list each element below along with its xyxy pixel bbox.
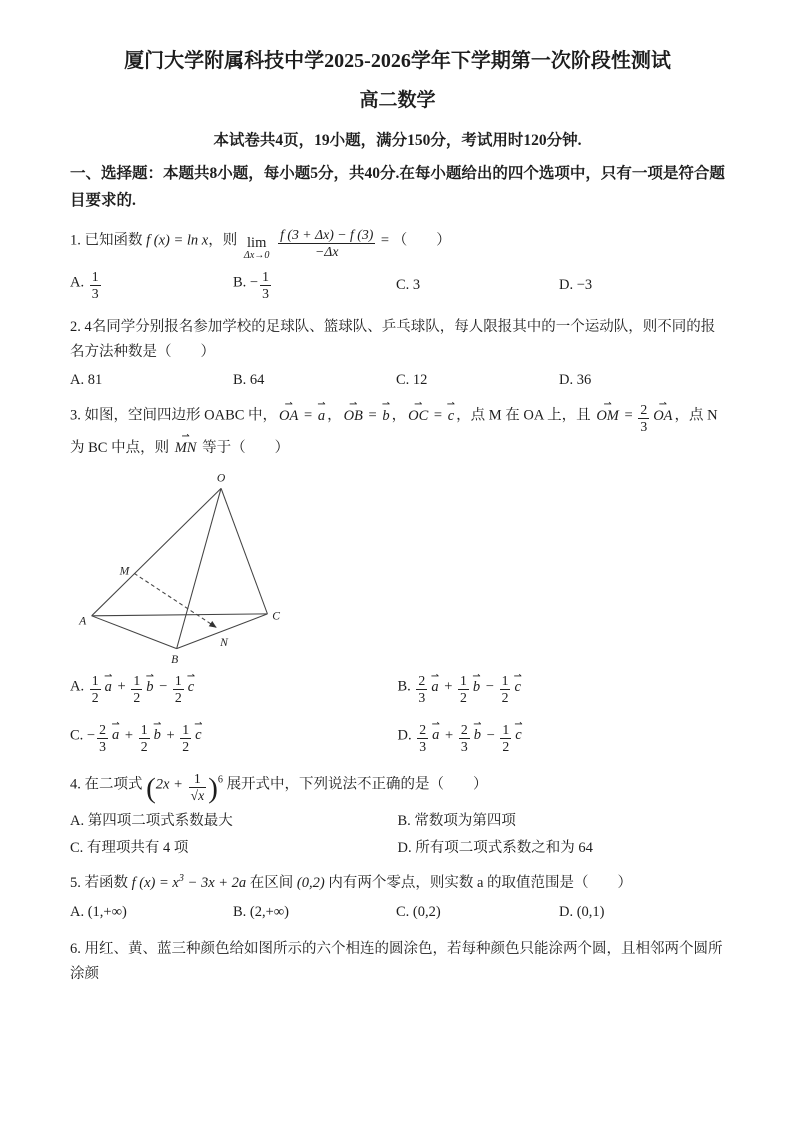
vector-c: c ⇀ [195,726,201,744]
frac-den: 2 [140,738,148,754]
option-label: C. [396,276,410,293]
sign: + [444,678,453,695]
q1-limit [244,236,270,262]
q5-option-c: C. (0,2) [396,903,441,920]
q5-options [70,904,725,921]
q3-mid2: 点 N 为 BC 中点，则 [70,407,718,457]
sign: − [486,727,495,744]
vector-a: a ⇀ [431,678,438,696]
question-4 [70,771,725,804]
question-1 [70,227,725,262]
frac-num: 1 [140,722,148,738]
vector-b: b ⇀ [146,678,153,696]
q2-options [70,372,725,389]
figure-label-O: O [216,471,226,485]
q3-option-a [70,673,398,706]
vector-OC: OC ⇀ [408,403,428,429]
figure-label-B: B [171,653,179,667]
figure-label-C: C [272,610,280,624]
vector-a: a ⇀ [318,403,325,429]
section-1-header: 一、选择题：本题共8小题，每小题5分，共40分.在每小题给出的四个选项中，只有一项是符合题目要求的. [70,165,725,210]
q3-option-b [398,673,726,706]
figure-label-N: N [220,636,228,650]
frac-den: 2 [502,738,510,754]
frac-den: 3 [640,419,648,435]
question-6 [70,937,725,988]
vector-c: c ⇀ [188,678,194,696]
frac-num: 1 [189,771,207,788]
q4-exponent: 6 [217,774,223,786]
q6-text: 6. 用红、黄、蓝三种颜色给如图所示的六个相连的圆涂色，若每种颜色只能涂两个圆，且相邻两个圆所涂颜 [70,940,723,983]
sign: + [166,727,175,744]
frac-num: 2 [460,722,468,738]
q5-function-head: f (x) = x [131,875,179,892]
question-3 [70,402,725,461]
frac-den: 3 [262,285,269,301]
q4-options-row-2 [70,836,725,857]
frac-den: 3 [99,738,106,754]
option-value: −3 [576,276,593,293]
vector-OB: OB ⇀ [344,403,363,429]
sign: − [86,727,96,744]
option-label: C. [70,727,84,744]
vector-OA: OA ⇀ [279,403,298,429]
q5-option-a: A. (1,+∞) [70,903,127,920]
frac-num: 2 [419,722,427,738]
option-label: B. [397,678,411,695]
frac-den: 2 [174,690,182,706]
q2-option-b: B. 64 [233,372,265,389]
q1-options [70,269,725,302]
vector-b: b ⇀ [474,726,481,744]
question-5 [70,870,725,896]
q3-figure [78,469,283,667]
frac-num: 1 [174,673,182,689]
q1-lead: 1. 已知函数 [70,232,143,249]
frac-den: 2 [91,690,99,706]
q1-frac-denominator: −Δx [314,244,339,260]
q2-option-c: C. 12 [396,372,428,389]
fraction [180,722,191,755]
q4-options-row-1 [70,809,725,830]
equals: = [624,407,633,424]
q4-option-b: B. 常数项为第四项 [397,813,516,830]
lim-subscript: Δx→0 [243,250,270,262]
comma: ， [327,407,342,424]
option-label: A. [70,678,85,695]
vector-b: b ⇀ [382,403,389,429]
lim-word: lim [247,235,267,252]
left-paren: ( [146,772,156,805]
vector-c: c ⇀ [515,726,521,744]
option-label: B. [233,274,247,291]
frac-den: 3 [418,690,426,706]
option-label: D. [397,727,412,744]
q5-exponent: 3 [178,873,184,885]
q4-option-c: C. 有理项共有 4 项 [70,840,189,857]
frac-den: 2 [182,738,190,754]
frac-num: 1 [262,268,269,284]
fraction [90,269,101,302]
exam-info-line: 本试卷共4页，19小题，满分150分，考试用时120分钟. [213,132,582,149]
vector-b: b ⇀ [154,726,161,744]
q3-option-c [70,722,398,755]
exam-subtitle: 高二数学 [359,90,436,111]
q2-option-a: A. 81 [70,372,103,389]
frac-den: 3 [419,738,427,754]
fraction-two-thirds [638,402,649,435]
frac-num: 1 [460,673,467,689]
q1-option-c [396,277,559,294]
fraction [459,722,470,755]
frac-den: 2 [460,690,467,706]
vector-b: b ⇀ [473,678,480,696]
q5-mid: 在区间 [249,875,294,892]
fraction [97,722,108,755]
fraction [173,673,184,706]
vector-a: a ⇀ [112,726,119,744]
frac-num: 1 [502,722,510,738]
minus-sign: − [249,274,259,291]
q1-mid: ，则 [208,232,238,249]
option-label: A. [70,274,85,291]
q1-equals: = [380,232,390,249]
frac-num: 1 [91,673,99,689]
frac-den: 3 [91,285,99,301]
sign: + [445,727,454,744]
vector-a: a ⇀ [105,678,112,696]
frac-num: 2 [418,673,426,689]
q2-text: 2. 4名同学分别报名参加学校的足球队、篮球队、乒乓球队，每人限报其中的一个运动队，则不同的报名方法种数是（ ） [70,318,716,360]
vector-MN: MN ⇀ [175,435,197,461]
q4-lead: 4. 在二项式 [70,776,143,793]
q5-lead: 5. 若函数 [70,875,128,892]
comma: ， [674,407,690,424]
vector-c: c ⇀ [514,678,520,696]
comma: ， [456,407,471,424]
q1-option-b [233,269,396,302]
q2-option-d: D. 36 [559,372,592,389]
q5-interval: (0,2) [296,875,325,892]
q1-fraction [278,227,375,260]
fraction [500,722,511,755]
frac-den: 3 [460,738,468,754]
frac-num: 1 [501,673,509,689]
fraction [500,673,511,706]
q3-tail: 等于（ ） [202,440,290,457]
fraction [139,722,150,755]
sign: − [485,678,494,695]
q4-option-d: D. 所有项二项式系数之和为 64 [397,840,593,857]
q4-fraction [189,771,207,804]
frac-num: 2 [640,402,648,418]
figure-edges [92,489,268,649]
option-label: D. [559,276,574,293]
fraction [90,673,101,706]
vector-a: a ⇀ [432,726,439,744]
figure-label-A: A [79,614,87,628]
vector-OM: OM ⇀ [596,403,619,429]
equals: = [304,407,313,424]
q5-tail: 内有两个零点，则实数 a 的取值范围是（ ） [328,875,633,892]
q5-option-d: D. (0,1) [559,903,605,920]
sign: − [159,678,168,695]
q3-mid1: 点 M 在 OA 上，且 [470,407,591,424]
frac-num: 1 [133,673,141,689]
frac-den: 2 [501,690,509,706]
q1-option-d [559,277,722,294]
figure-label-M: M [119,564,130,578]
q5-function-tail: − 3x + 2a [187,875,247,892]
right-paren: ) [208,772,218,805]
q3-lead: 3. 如图，空间四边形 OABC 中， [70,407,278,424]
q5-option-b: B. (2,+∞) [233,903,289,920]
q1-function: f (x) = ln x [146,232,209,249]
sign: + [124,727,134,744]
fraction [416,673,427,706]
q1-option-a [70,269,233,302]
q4-tail: 展开式中，下列说法不正确的是（ ） [226,776,488,793]
q3-option-d [398,722,726,755]
question-2 [70,315,725,366]
fraction [131,673,142,706]
vector-MN-arrow [134,574,216,628]
q3-options-row-1 [70,673,725,706]
frac-den: 2 [133,690,141,706]
option-value: 3 [412,276,421,293]
fraction [260,269,271,302]
fraction [458,673,469,706]
sign: + [117,678,126,695]
q3-options-row-2 [70,722,725,755]
frac-num: 1 [182,722,190,738]
fraction [417,722,428,755]
frac-num: 2 [99,722,106,738]
vector-OA: OA ⇀ [653,403,672,429]
equals: = [433,407,443,424]
frac-den: √x [190,787,205,803]
q4-option-a: A. 第四项二项式系数最大 [70,813,233,830]
q4-binomial-first-term: 2x + [155,776,183,793]
q1-answer-blank: （ ） [392,232,451,249]
exam-title: 厦门大学附属科技中学2025-2026学年下学期第一次阶段性测试 [124,50,671,72]
equals: = [368,407,377,424]
comma: ， [391,407,407,424]
frac-num: 1 [91,268,99,284]
q1-frac-numerator: f (3 + Δx) − f (3) [280,227,374,243]
vector-c: c ⇀ [448,403,454,429]
